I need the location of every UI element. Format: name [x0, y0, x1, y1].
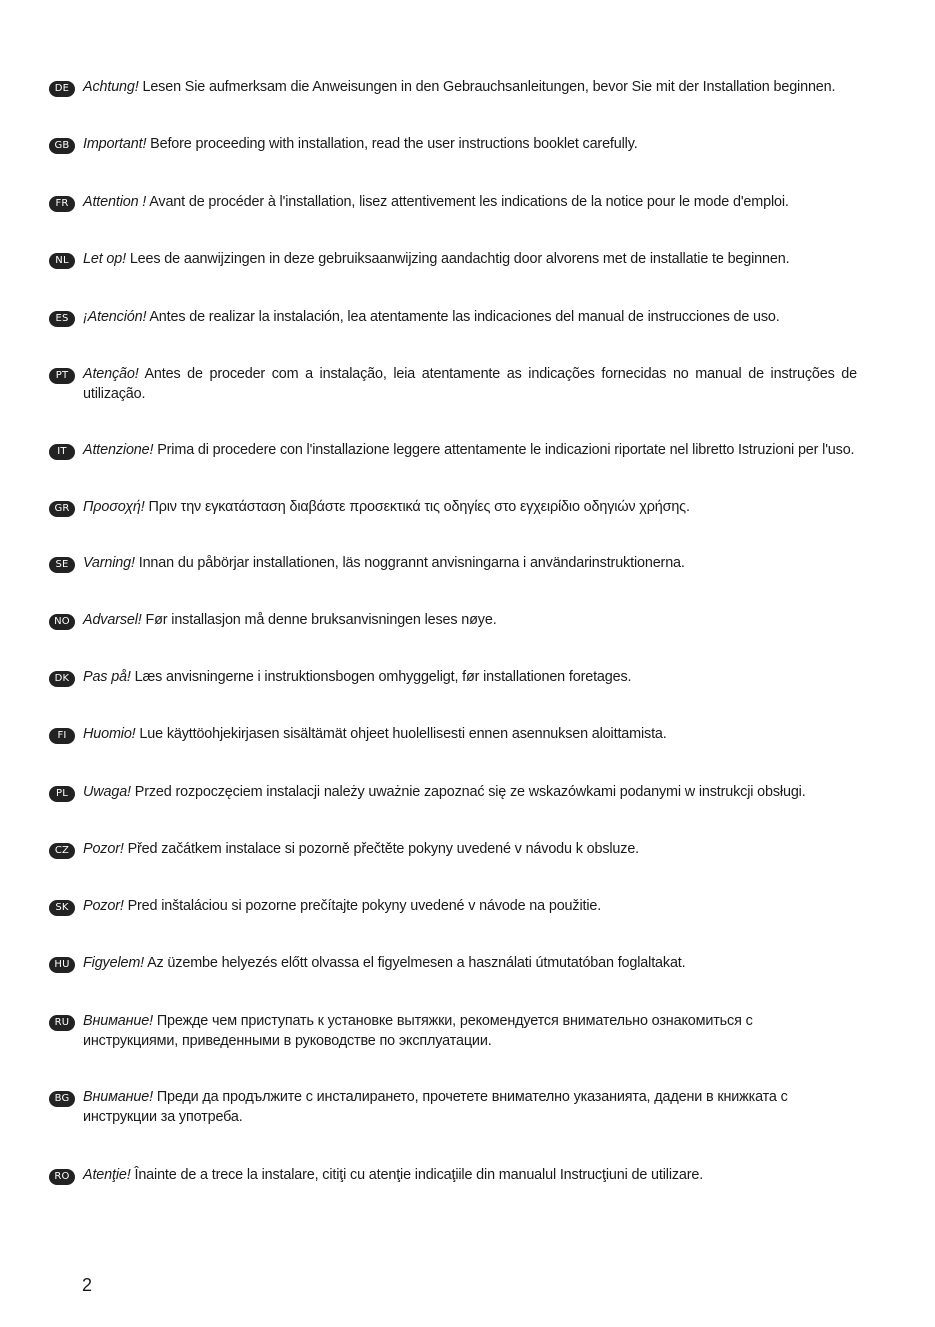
warning-lead: Attenzione! [83, 442, 154, 458]
warning-body: Před začátkem instalace si pozorně přečtěte pokyny uvedené v návodu k obsluze. [127, 841, 640, 857]
warning-body: Avant de procéder à l'installation, lisez attentivement les indications de la notice pour le mode d'emploi. [149, 194, 789, 210]
warning-entry-de [49, 78, 857, 98]
warning-lead: Внимание! [83, 1089, 153, 1105]
warning-entry-cz [49, 840, 857, 860]
warning-text [83, 1166, 857, 1186]
warning-entry-pl [49, 783, 857, 803]
warning-entry-gr [49, 498, 857, 518]
language-code-badge: HU [49, 957, 75, 973]
language-code-badge: SE [49, 557, 75, 573]
warning-lead: Achtung! [83, 79, 139, 95]
warning-body: Before proceeding with installation, read the user instructions booklet carefully. [150, 136, 638, 152]
warning-body: Pred inštaláciou si pozorne prečítajte pokyny uvedené v návode na použitie. [127, 898, 602, 914]
warning-text [83, 1088, 801, 1127]
warning-lead: Let op! [83, 251, 126, 267]
warning-entry-ro [49, 1166, 857, 1186]
warning-text [83, 954, 857, 974]
warning-body: Antes de realizar la instalación, lea atentamente las indicaciones del manual de instrucciones de uso. [149, 309, 780, 325]
warning-entry-fi [49, 725, 857, 745]
warning-lead: Pozor! [83, 898, 124, 914]
warning-body: Az üzembe helyezés előtt olvassa el figyelmesen a használati útmutatóban foglaltakat. [147, 955, 686, 971]
warning-entry-ru [49, 1012, 761, 1051]
language-code-badge: NL [49, 253, 75, 269]
language-code-badge: NO [49, 614, 75, 630]
warning-body: Prima di procedere con l'installazione leggere attentamente le indicazioni riportate nel libretto Istruzioni per l'uso. [157, 442, 855, 458]
warning-lead: Atenção! [83, 366, 139, 382]
warning-body: Antes de proceder com a instalação, leia atentamente as indicações fornecidas no manual de instruções de utilização. [83, 366, 857, 402]
warning-entry-dk [49, 668, 857, 688]
language-code-badge: IT [49, 444, 75, 460]
language-code-badge: RO [49, 1169, 75, 1185]
language-code-badge: CZ [49, 843, 75, 859]
warning-lead: ¡Atención! [83, 309, 147, 325]
warning-text [83, 897, 857, 917]
warning-text [83, 783, 857, 803]
warning-entry-it [49, 441, 857, 461]
warning-entry-hu [49, 954, 857, 974]
language-code-badge: GB [49, 138, 75, 154]
warning-lead: Varning! [83, 555, 135, 571]
warning-text [83, 78, 857, 98]
warning-body: Преди да продължите с инсталирането, прочетете внимателно указанията, дадени в книжката с инструкции за употреба. [83, 1089, 788, 1125]
page-number: 2 [82, 1275, 93, 1295]
language-code-badge: BG [49, 1091, 75, 1107]
warning-lead: Προσοχή! [83, 499, 145, 515]
warning-lead: Uwaga! [83, 784, 131, 800]
warning-body: Før installasjon må denne bruksanvisningen leses nøye. [145, 612, 497, 628]
warning-text [83, 193, 857, 213]
warning-lead: Advarsel! [83, 612, 142, 628]
warning-body: Lue käyttöohjekirjasen sisältämät ohjeet huolellisesti ennen asennuksen aloittamista. [139, 726, 667, 742]
warning-body: Innan du påbörjar installationen, läs noggrannt anvisningarna i användarinstruktionerna. [138, 555, 685, 571]
language-code-badge: DE [49, 81, 75, 97]
warning-entry-se [49, 554, 857, 574]
warning-entry-pt [49, 365, 857, 404]
warning-entry-es [49, 308, 857, 328]
warning-text [83, 250, 857, 270]
warning-lead: Important! [83, 136, 147, 152]
warning-entry-fr [49, 193, 857, 213]
language-code-badge: RU [49, 1015, 75, 1031]
language-code-badge: SK [49, 900, 75, 916]
warning-text [83, 135, 857, 155]
warning-entry-sk [49, 897, 857, 917]
language-code-badge: GR [49, 501, 75, 517]
warning-entry-no [49, 611, 857, 631]
warning-body: Înainte de a trece la instalare, citiţi cu atenţie indicaţiile din manualul Instrucţiuni de utilizare. [134, 1167, 704, 1183]
warning-body: Læs anvisningerne i instruktionsbogen omhyggeligt, før installationen foretages. [134, 669, 632, 685]
language-code-badge: PL [49, 786, 75, 802]
warning-lead: Huomio! [83, 726, 136, 742]
warning-body: Lesen Sie aufmerksam die Anweisungen in den Gebrauchsanleitungen, bevor Sie mit der Installation beginnen. [142, 79, 836, 95]
warning-lead: Atenţie! [83, 1167, 131, 1183]
warning-text [83, 554, 857, 574]
warning-text [83, 308, 857, 328]
warning-entry-bg [49, 1088, 801, 1127]
warning-lead: Внимание! [83, 1013, 153, 1029]
warning-text [83, 1012, 761, 1051]
language-code-badge: FI [49, 728, 75, 744]
warning-text [83, 668, 857, 688]
language-code-badge: FR [49, 196, 75, 212]
warning-lead: Attention ! [83, 194, 147, 210]
warning-lead: Pas på! [83, 669, 131, 685]
language-code-badge: DK [49, 671, 75, 687]
language-code-badge: PT [49, 368, 75, 384]
warning-text [83, 365, 857, 404]
warning-lead: Figyelem! [83, 955, 145, 971]
warning-entry-gb [49, 135, 857, 155]
warning-body: Lees de aanwijzingen in deze gebruiksaanwijzing aandachtig door alvorens met de installatie te beginnen. [129, 251, 790, 267]
warning-body: Πριν την εγκατάσταση διαβάστε προσεκτικά τις οδηγίες στο εγχειρίδιο οδηγιών χρήσης. [148, 499, 690, 515]
warning-text [83, 725, 857, 745]
warning-lead: Pozor! [83, 841, 124, 857]
warning-text [83, 840, 857, 860]
warning-text [83, 441, 857, 461]
warning-body: Прежде чем приступать к установке вытяжки, рекомендуется внимательно ознакомиться с инструкциями, приведенными в руководстве по эксплуатации. [83, 1013, 753, 1049]
warning-body: Przed rozpoczęciem instalacji należy uważnie zapoznać się ze wskazówkami podanymi w instrukcji obsługi. [134, 784, 806, 800]
warning-text [83, 611, 857, 631]
language-code-badge: ES [49, 311, 75, 327]
warning-text [83, 498, 857, 518]
warning-entry-nl [49, 250, 857, 270]
